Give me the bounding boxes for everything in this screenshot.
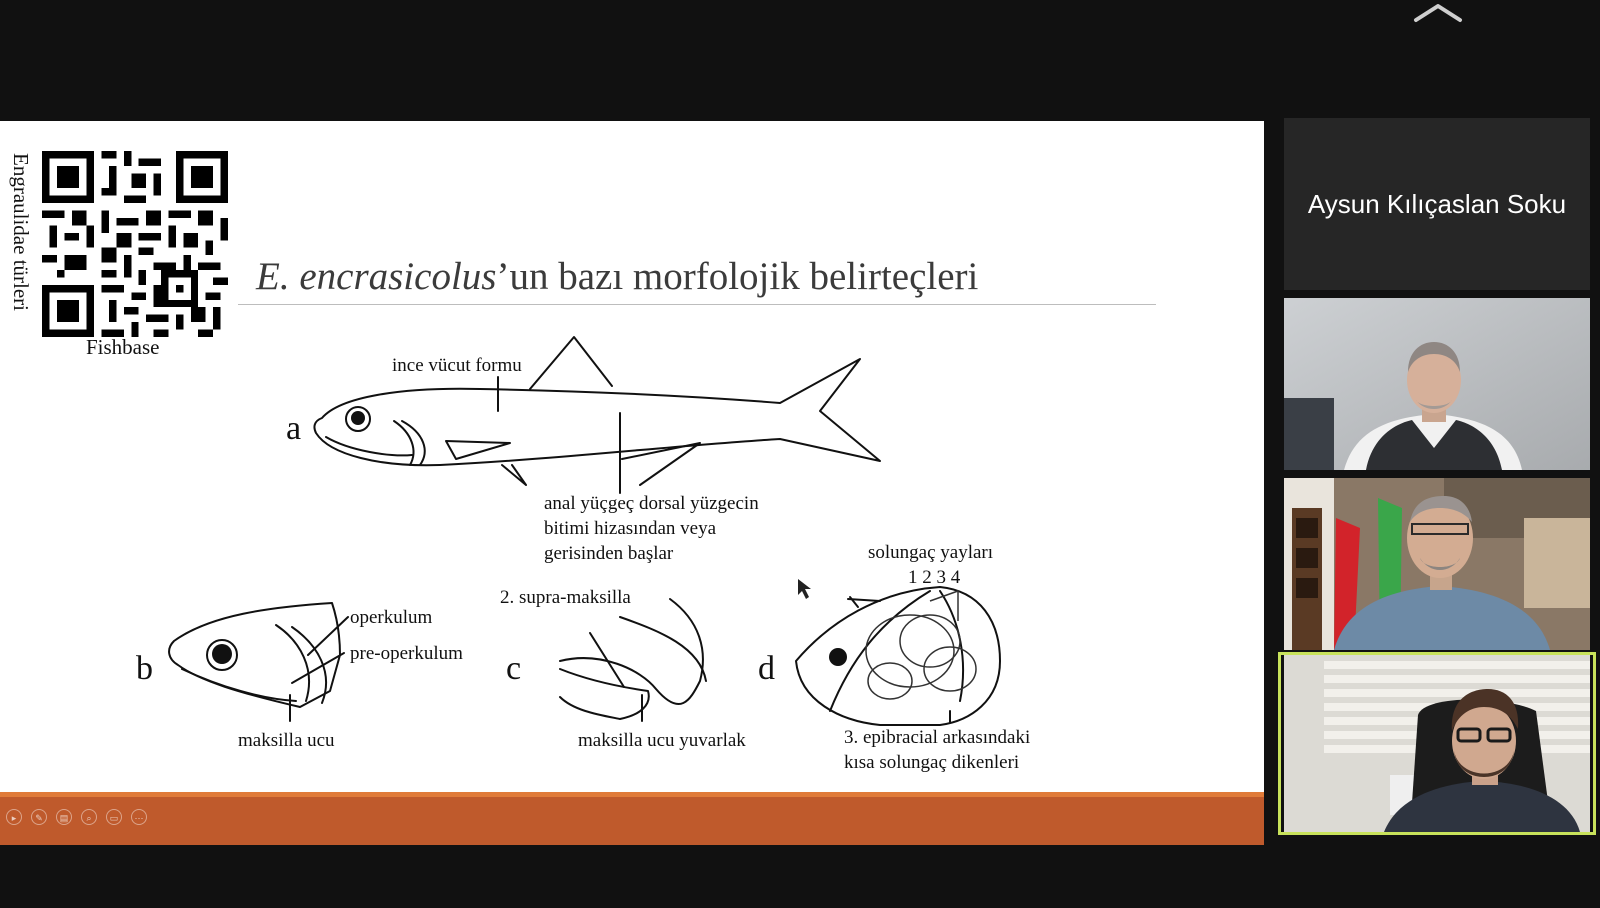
pen-icon[interactable]: ✎	[31, 809, 47, 825]
fish-a-anal-fin	[622, 443, 700, 485]
fish-a-pectoral-fin	[446, 441, 510, 459]
more-icon[interactable]: ⋯	[131, 809, 147, 825]
slide-title-rest: ’un bazı morfolojik belirteçleri	[496, 255, 979, 298]
collapse-view-button[interactable]	[1412, 0, 1464, 26]
figure-letter-b: b	[136, 650, 153, 687]
figure-letter-a: a	[286, 410, 302, 447]
fish-a-pelvic-fin	[502, 465, 526, 485]
side-text: Engraulidae türleri	[9, 153, 33, 312]
participant-video-1-feed	[1284, 298, 1590, 470]
participant-tile-name[interactable]	[1284, 118, 1590, 290]
slides-icon[interactable]: ▤	[56, 809, 72, 825]
label-body-form: ince vücut formu	[392, 355, 522, 376]
gill-arches	[866, 591, 976, 699]
participant-video-1[interactable]	[1284, 298, 1590, 470]
label-anal-line-3: gerisinden başlar	[544, 543, 674, 564]
label-maksilla-ucu: maksilla ucu	[238, 730, 335, 751]
participant-video-2[interactable]	[1284, 478, 1590, 650]
label-pre-operkulum: pre-operkulum	[350, 643, 463, 664]
label-anal-line-2: bitimi hizasından veya	[544, 518, 717, 539]
label-arch-numbers: 1 2 3 4	[908, 567, 961, 588]
fish-a-dorsal-fin	[530, 337, 612, 389]
participant-video-3[interactable]	[1284, 655, 1590, 832]
morphology-figure	[0, 121, 1264, 845]
subtitle-icon[interactable]: ▭	[106, 809, 122, 825]
label-maksilla-yuvarlak: maksilla ucu yuvarlak	[578, 730, 746, 751]
shared-screen-slide	[0, 121, 1264, 845]
slide-footer-bar	[0, 792, 1264, 845]
figure-letter-c: c	[506, 650, 522, 687]
label-operkulum: operkulum	[350, 607, 433, 628]
participant-video-3-feed	[1284, 655, 1590, 832]
head-b-outline	[169, 603, 340, 707]
play-icon[interactable]: ▸	[6, 809, 22, 825]
chevron-up-icon	[1412, 0, 1464, 26]
mouse-cursor-icon	[798, 579, 811, 599]
label-epibracial-1: 3. epibracial arkasındaki	[844, 727, 1031, 748]
head-d-outline	[796, 587, 1000, 725]
participant-video-2-feed	[1284, 478, 1590, 650]
participant-name: Aysun Kılıçaslan Soku	[1307, 188, 1567, 219]
label-anal-line-1: anal yüçgeç dorsal yüzgecin	[544, 493, 759, 514]
slide-title-species: E. encrasicolus	[256, 255, 497, 298]
label-supra-maksilla: 2. supra-maksilla	[500, 587, 631, 608]
label-solungac-yaylari: solungaç yayları	[868, 542, 994, 563]
label-epibracial-2: kısa solungaç dikenleri	[844, 752, 1020, 773]
figure-letter-d: d	[758, 650, 775, 687]
zoom-icon[interactable]: ⌕	[81, 809, 97, 825]
qr-caption: Fishbase	[86, 335, 160, 359]
